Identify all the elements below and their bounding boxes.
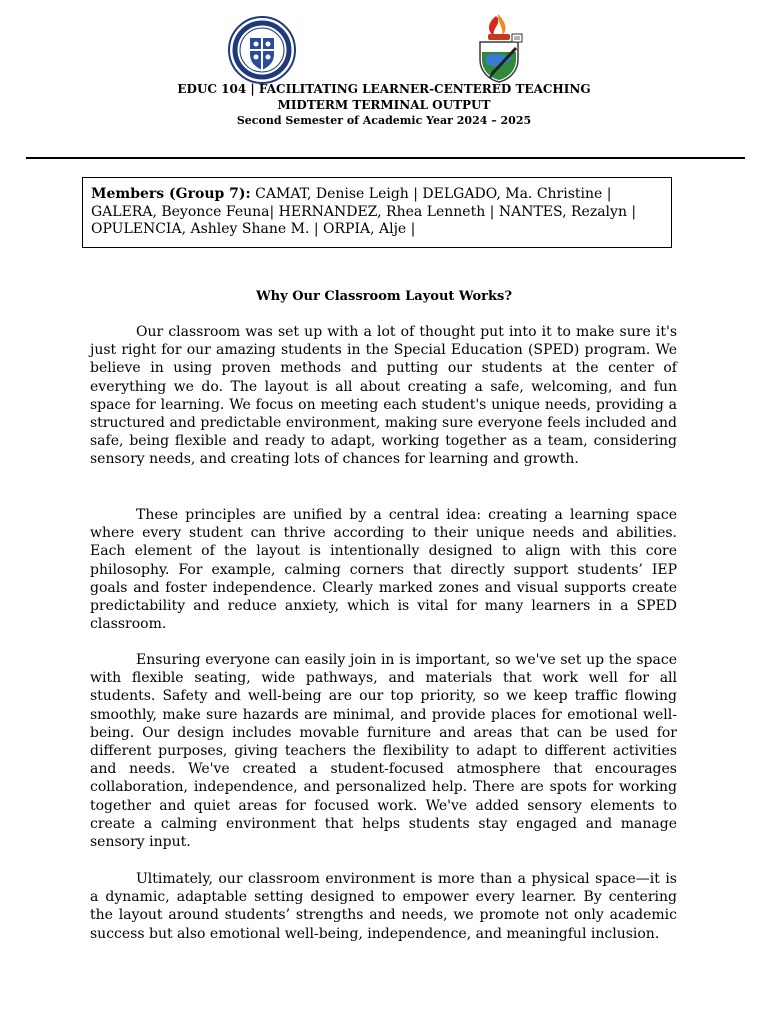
members-box: [82, 177, 672, 248]
body-paragraph: These principles are unified by a central idea: creating a learning space where every student can thrive according to their unique needs and abilities. Each element of the layout is intentionally designed to align with this core philosophy. For example, calming corners that directly support students’ IEP goals and foster independence. Clearly marked zones and visual supports create predictability and reduce anxiety, which is vital for many learners in a SPED classroom.: [90, 507, 677, 633]
torch-emblem-icon: [472, 12, 530, 84]
header-divider: [26, 157, 745, 159]
semester-line: Second Semester of Academic Year 2024 – 2025: [236, 114, 532, 127]
members-names: CAMAT, Denise Leigh | DELGADO, Ma. Christine | GALERA, Beyonce Feuna| HERNANDEZ, Rhea Lenneth | NANTES, Rezalyn | OPULENCIA, Ashley Shane M. | ORPIA, Alje |: [91, 186, 637, 237]
body-paragraph: Our classroom was set up with a lot of thought put into it to make sure it's just right for our amazing students in the Special Education (SPED) program. We believe in using proven methods and putting our students at the center of everything we do. The layout is all about creating a safe, welcoming, and fun space for learning. We focus on meeting each student's unique needs, providing a structured and predictable environment, making sure everyone feels included and safe, being flexible and ready to adapt, working together as a team, considering sensory needs, and creating lots of chances for learning and growth.: [90, 324, 677, 468]
section-title: Why Our Classroom Layout Works?: [256, 289, 512, 304]
course-title: EDUC 104 | FACILITATING LEARNER-CENTERED TEACHING: [177, 82, 591, 96]
body-paragraph: Ensuring everyone can easily join in is important, so we've set up the space with flexible seating, wide pathways, and materials that work well for all students. Safety and well-being are our top priority, so we keep traffic flowing smoothly, make sure hazards are minimal, and provide places for emotional well-being. Our design includes movable furniture and areas that can be used for different purposes, giving teachers the flexibility to adapt to different activities and needs. We've created a student-focused atmosphere that encourages collaboration, independence, and personalized help. There are spots for working together and quiet areas for focused work. We've added sensory elements to create a calming environment that helps students stay engaged and manage sensory input.: [90, 652, 677, 851]
document-header: [0, 81, 768, 129]
body-paragraph: Ultimately, our classroom environment is more than a physical space—it is a dynamic, adaptable setting designed to empower every learner. By centering the layout around students’ strengths and needs, we promote not only academic success but also emotional well-being, independence, and meaningful inclusion.: [90, 871, 677, 942]
output-title: MIDTERM TERMINAL OUTPUT: [277, 98, 491, 112]
college-seal-icon: [228, 16, 296, 84]
logo-row: [0, 10, 768, 82]
members-label: Members (Group 7):: [91, 186, 251, 202]
